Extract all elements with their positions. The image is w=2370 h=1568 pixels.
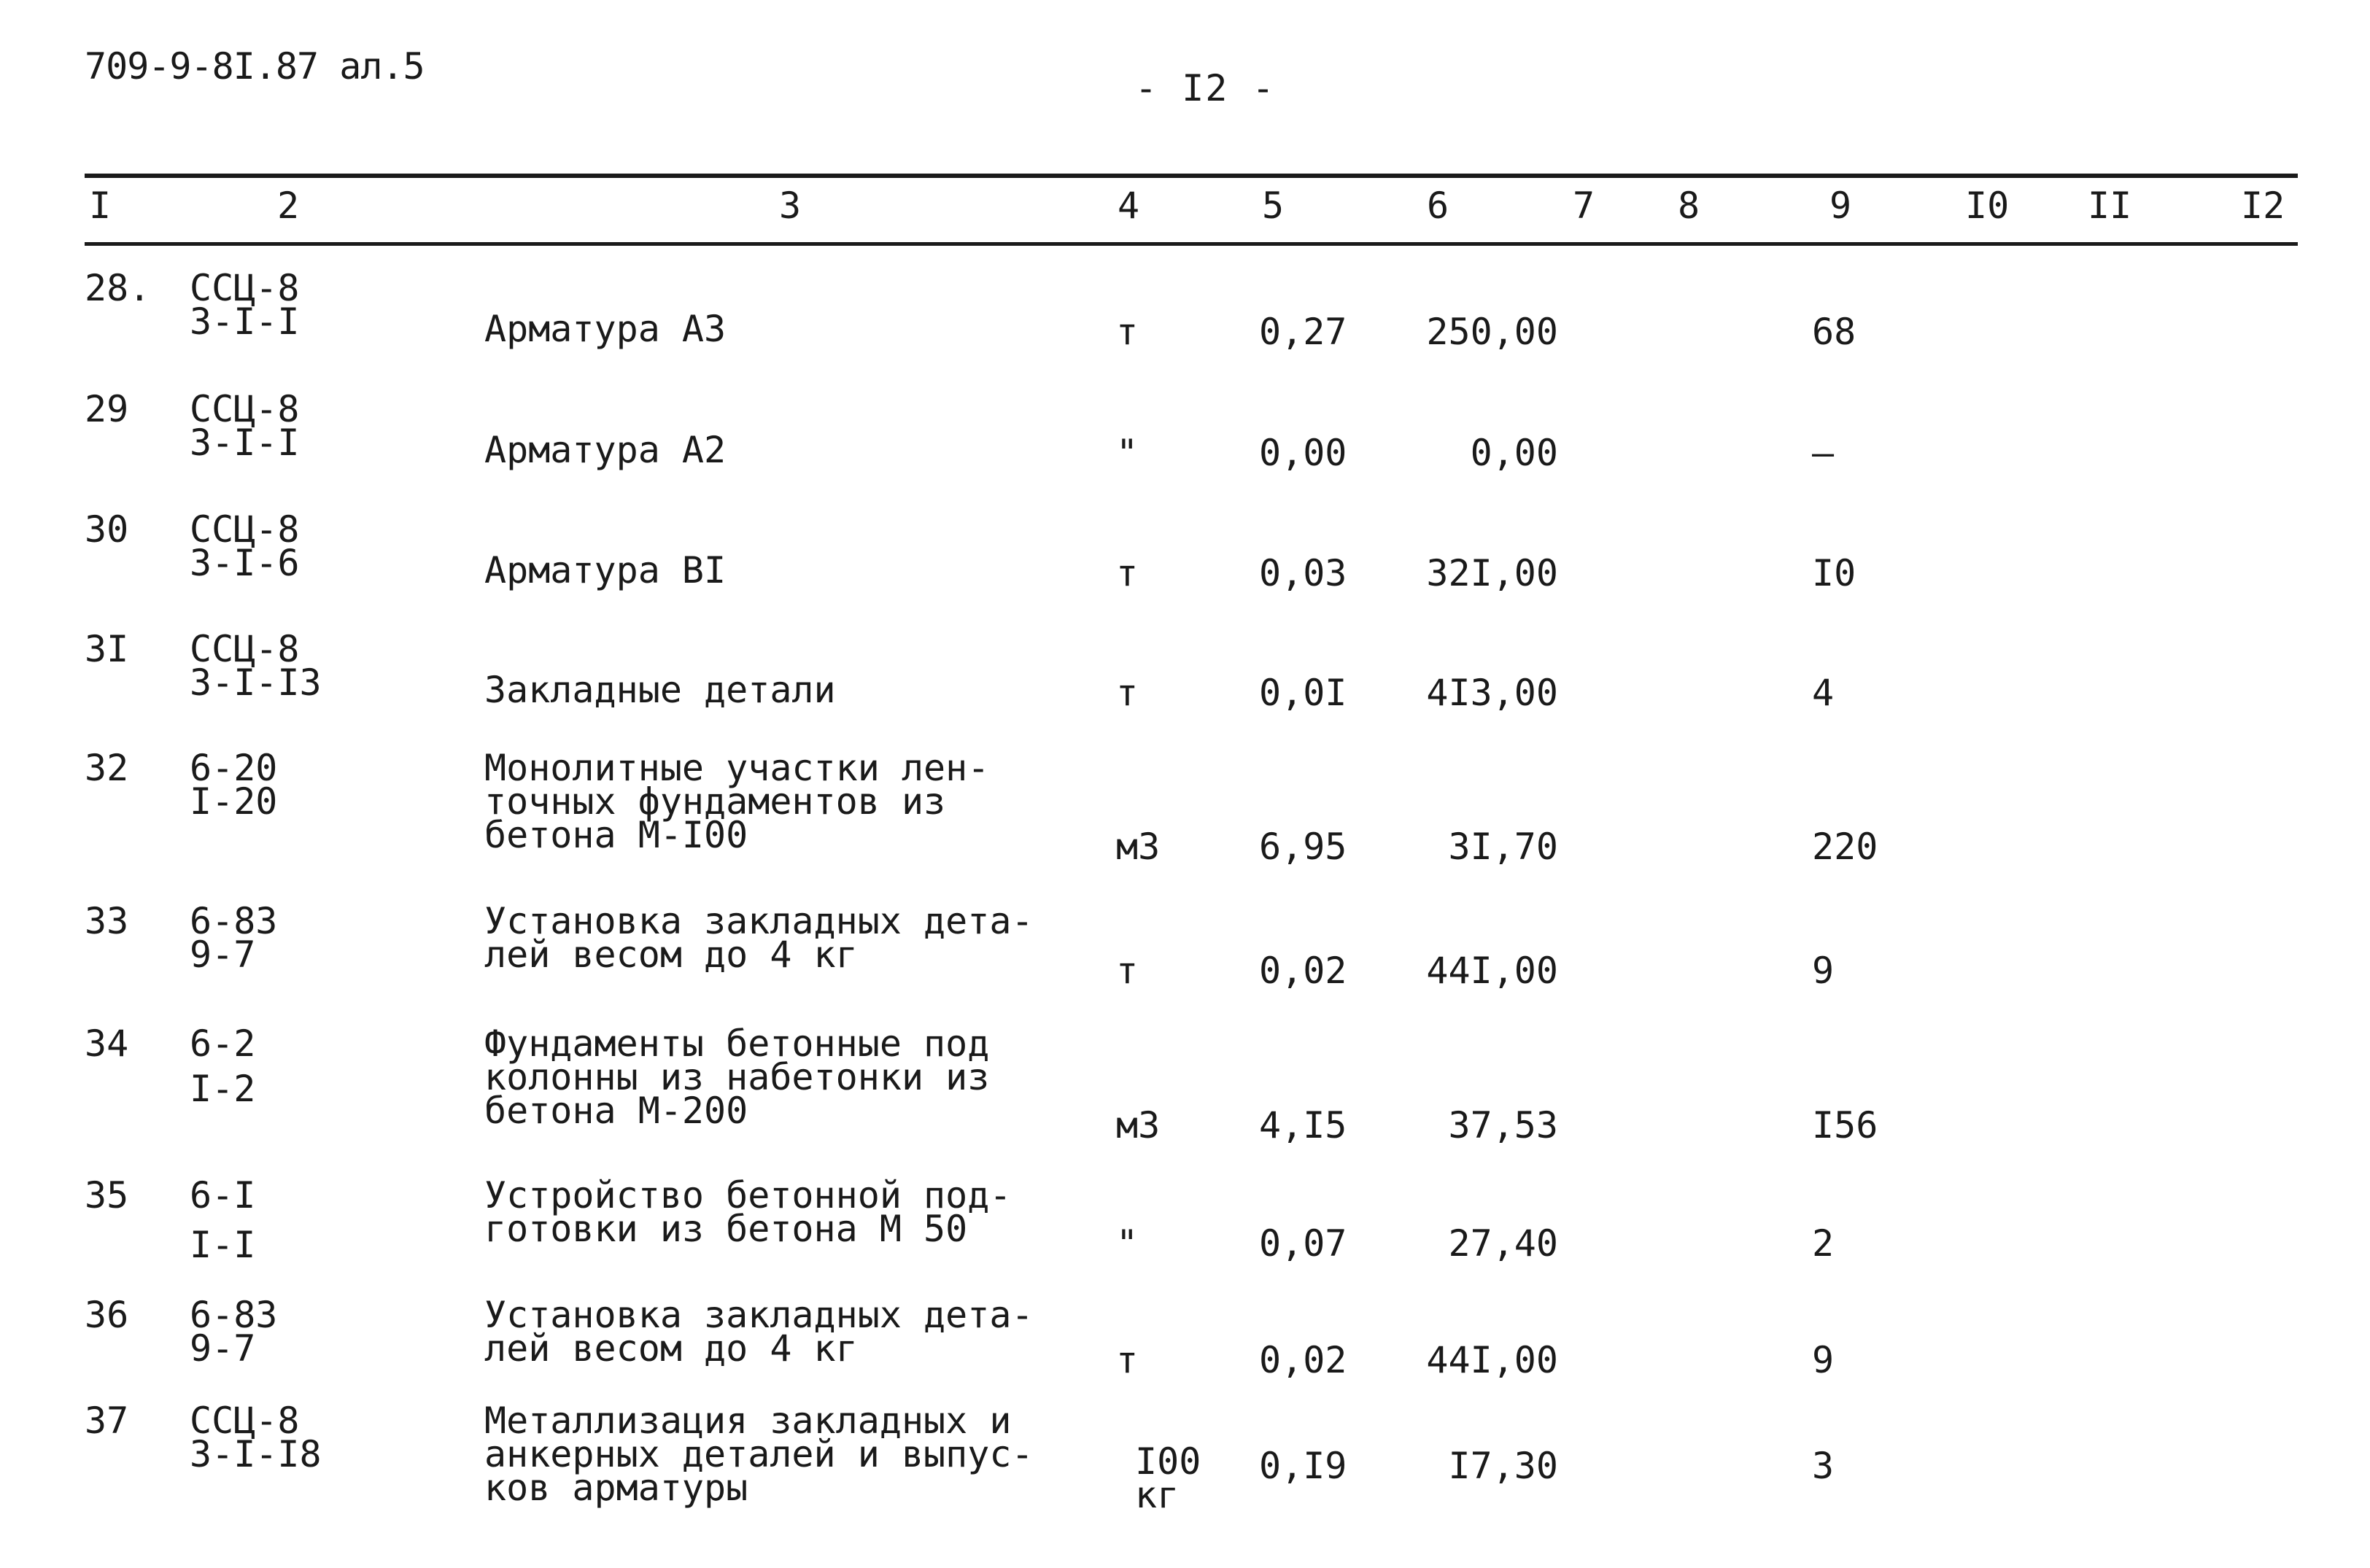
row-code: 6-83	[190, 1294, 278, 1336]
row-price: I7,30	[1448, 1445, 1558, 1487]
row-quantity: 6,95	[1259, 826, 1347, 868]
row-unit: м3	[1116, 826, 1161, 868]
row-quantity: 0,0I	[1259, 672, 1347, 714]
row-unit: т	[1116, 311, 1139, 353]
column-header-9: 9	[1829, 185, 1852, 227]
row-quantity: 0,00	[1259, 432, 1347, 474]
row-unit: кг	[1135, 1474, 1180, 1516]
row-code: 3-I-I	[190, 422, 300, 464]
row-unit: I00	[1135, 1440, 1201, 1483]
column-header-2: 2	[277, 185, 300, 227]
row-number: 28.	[85, 267, 151, 309]
column-header-5: 5	[1262, 185, 1285, 227]
row-code: 3-I-I3	[190, 661, 322, 704]
row-unit: т	[1116, 950, 1139, 992]
row-code: I-2	[190, 1068, 256, 1110]
row-code: I-I	[190, 1224, 256, 1266]
row-description: лей весом до 4 кг	[484, 934, 858, 976]
row-quantity: 0,I9	[1259, 1445, 1347, 1487]
row-price: 4I3,00	[1426, 672, 1558, 714]
row-number: 33	[85, 900, 129, 942]
column-header-4: 4	[1118, 185, 1140, 227]
row-description: Арматура А3	[484, 308, 727, 350]
row-code: 3-I-I8	[190, 1433, 322, 1475]
row-price: 27,40	[1448, 1222, 1558, 1265]
page-number: - I2 -	[1135, 67, 1276, 109]
row-code: 6-I	[190, 1174, 256, 1216]
row-description: Устройство бетонной под-	[484, 1174, 1012, 1216]
row-quantity: 0,03	[1259, 552, 1347, 594]
row-cost: 68	[1812, 311, 1856, 353]
row-unit: м3	[1116, 1104, 1161, 1146]
row-code: 3-I-6	[190, 542, 300, 584]
row-code: ССЦ-8	[190, 267, 300, 309]
row-code: 6-83	[190, 900, 278, 942]
row-cost: –	[1812, 432, 1835, 474]
row-description: Арматура А2	[484, 429, 727, 471]
row-cost: 3	[1812, 1445, 1835, 1487]
row-price: 250,00	[1426, 311, 1558, 353]
row-code: 9-7	[190, 934, 256, 976]
row-price: 37,53	[1448, 1104, 1558, 1146]
row-code: 9-7	[190, 1327, 256, 1370]
row-price: 3I,70	[1448, 826, 1558, 868]
row-description: ков арматуры	[484, 1467, 748, 1509]
row-number: 36	[85, 1294, 129, 1336]
row-code: 6-20	[190, 747, 278, 789]
row-quantity: 0,02	[1259, 950, 1347, 992]
row-number: 3I	[85, 628, 129, 670]
column-header-10: I0	[1965, 185, 2010, 227]
row-code: 6-2	[190, 1022, 256, 1065]
row-unit: т	[1116, 672, 1139, 714]
row-description: Фундаменты бетонные под	[484, 1022, 990, 1065]
row-quantity: 0,07	[1259, 1222, 1347, 1265]
row-description: колонны из набетонки из	[484, 1056, 990, 1098]
document-code: 709-9-8I.87 ал.5	[85, 45, 425, 88]
row-cost: 2	[1812, 1222, 1835, 1265]
column-header-3: 3	[779, 185, 802, 227]
row-price: 44I,00	[1426, 1339, 1558, 1381]
row-unit: т	[1116, 1339, 1139, 1381]
table-header-rule	[85, 242, 2298, 246]
row-quantity: 0,27	[1259, 311, 1347, 353]
row-description: лей весом до 4 кг	[484, 1327, 858, 1370]
row-number: 35	[85, 1174, 129, 1216]
row-quantity: 4,I5	[1259, 1104, 1347, 1146]
row-number: 30	[85, 508, 129, 551]
row-unit: т	[1116, 552, 1139, 594]
row-number: 34	[85, 1022, 129, 1065]
row-number: 32	[85, 747, 129, 789]
row-code: 3-I-I	[190, 300, 300, 343]
row-description: Металлизация закладных и	[484, 1400, 1012, 1442]
column-header-11: II	[2088, 185, 2132, 227]
row-cost: I56	[1812, 1104, 1878, 1146]
column-header-6: 6	[1427, 185, 1449, 227]
table-top-rule	[85, 174, 2298, 178]
column-header-7: 7	[1573, 185, 1595, 227]
row-price: 0,00	[1470, 432, 1558, 474]
row-code: ССЦ-8	[190, 388, 300, 430]
row-description: бетона М-200	[484, 1090, 748, 1132]
row-price: 32I,00	[1426, 552, 1558, 594]
row-description: Установка закладных дета-	[484, 900, 1034, 942]
row-description: точных фундаментов из	[484, 780, 946, 823]
row-number: 29	[85, 388, 129, 430]
column-header-12: I2	[2241, 185, 2285, 227]
row-cost: I0	[1812, 552, 1856, 594]
column-header-1: I	[89, 185, 112, 227]
row-number: 37	[85, 1400, 129, 1442]
row-description: Закладные детали	[484, 669, 836, 711]
row-description: Установка закладных дета-	[484, 1294, 1034, 1336]
row-cost: 4	[1812, 672, 1835, 714]
row-code: ССЦ-8	[190, 508, 300, 551]
row-unit: "	[1116, 432, 1139, 474]
row-description: Монолитные участки лен-	[484, 747, 990, 789]
row-quantity: 0,02	[1259, 1339, 1347, 1381]
row-cost: 9	[1812, 950, 1835, 992]
row-code: I-20	[190, 780, 278, 823]
row-cost: 9	[1812, 1339, 1835, 1381]
row-price: 44I,00	[1426, 950, 1558, 992]
row-description: готовки из бетона М 50	[484, 1208, 968, 1250]
row-cost: 220	[1812, 826, 1878, 868]
row-code: ССЦ-8	[190, 628, 300, 670]
row-unit: "	[1116, 1222, 1139, 1265]
row-description: бетона М-I00	[484, 814, 748, 856]
row-code: ССЦ-8	[190, 1400, 300, 1442]
row-description: анкерных деталей и выпус-	[484, 1433, 1034, 1475]
row-description: Арматура ВI	[484, 549, 727, 591]
column-header-8: 8	[1678, 185, 1700, 227]
